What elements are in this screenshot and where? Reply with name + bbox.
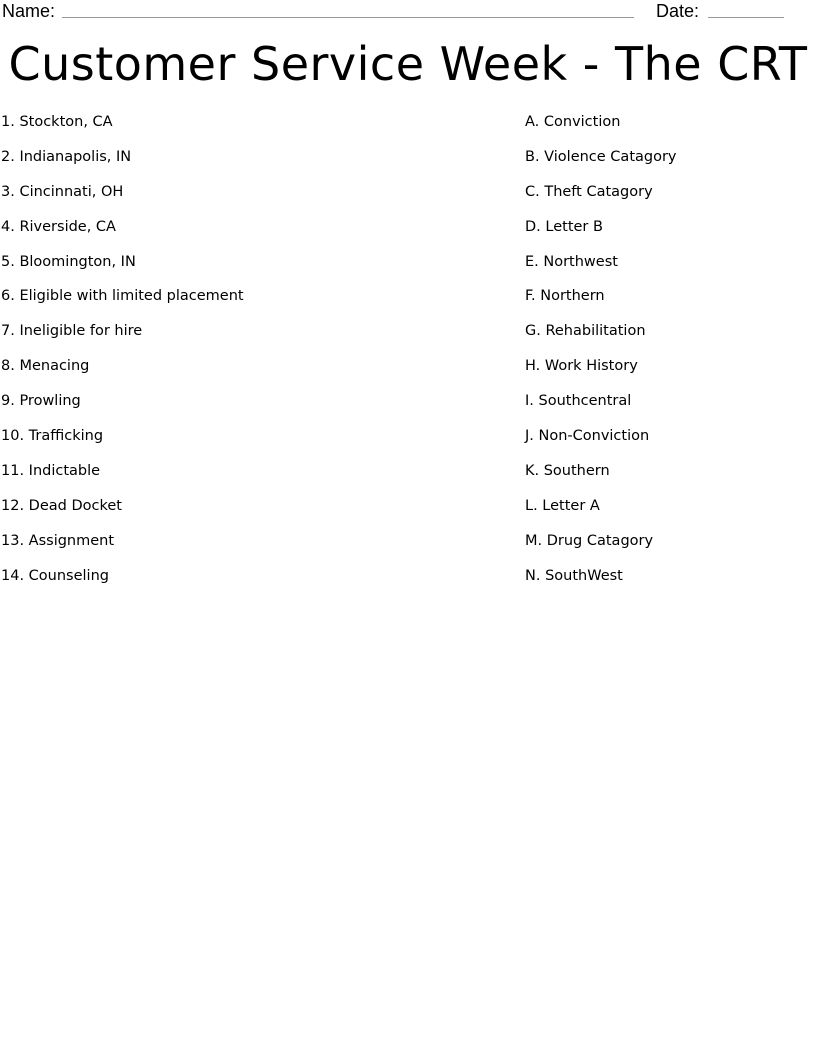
term-item: 7. Ineligible for hire bbox=[1, 323, 143, 340]
name-field-line[interactable] bbox=[62, 1, 634, 18]
term-item: 8. Menacing bbox=[1, 358, 90, 375]
answer-item: E. Northwest bbox=[525, 253, 618, 270]
answer-item: L. Letter A bbox=[525, 497, 600, 514]
answer-item: N. SouthWest bbox=[525, 567, 623, 584]
answer-item: K. Southern bbox=[525, 462, 610, 479]
term-item: 12. Dead Docket bbox=[1, 497, 122, 514]
date-field-line[interactable] bbox=[708, 1, 784, 18]
answer-item: A. Conviction bbox=[525, 114, 621, 130]
term-item: 4. Riverside, CA bbox=[1, 218, 116, 235]
answer-item: J. Non-Conviction bbox=[525, 428, 650, 445]
answer-item: D. Letter B bbox=[525, 218, 603, 235]
answer-item: M. Drug Catagory bbox=[525, 532, 654, 549]
term-item: 5. Bloomington, IN bbox=[1, 253, 136, 270]
term-item: 3. Cincinnati, OH bbox=[1, 183, 124, 200]
term-item: 2. Indianapolis, IN bbox=[1, 148, 132, 165]
answer-item: C. Theft Catagory bbox=[525, 183, 653, 200]
answers-column bbox=[525, 112, 677, 600]
answer-item: H. Work History bbox=[525, 358, 638, 375]
date-label: Date: bbox=[656, 1, 700, 21]
term-item: 9. Prowling bbox=[1, 393, 81, 410]
name-label: Name: bbox=[2, 1, 56, 21]
term-item: 1. Stockton, CA bbox=[1, 114, 113, 130]
answer-item: F. Northern bbox=[525, 288, 605, 305]
terms-column bbox=[1, 112, 244, 600]
term-item: 13. Assignment bbox=[1, 532, 115, 549]
term-item: 10. Trafficking bbox=[1, 428, 104, 445]
page-title: Customer Service Week - The CRT bbox=[8, 37, 808, 91]
term-item: 6. Eligible with limited placement bbox=[1, 288, 244, 305]
answer-item: I. Southcentral bbox=[525, 393, 632, 410]
term-item: 11. Indictable bbox=[1, 462, 101, 479]
answer-item: B. Violence Catagory bbox=[525, 148, 677, 165]
answer-item: G. Rehabilitation bbox=[525, 323, 646, 340]
term-item: 14. Counseling bbox=[1, 567, 109, 584]
